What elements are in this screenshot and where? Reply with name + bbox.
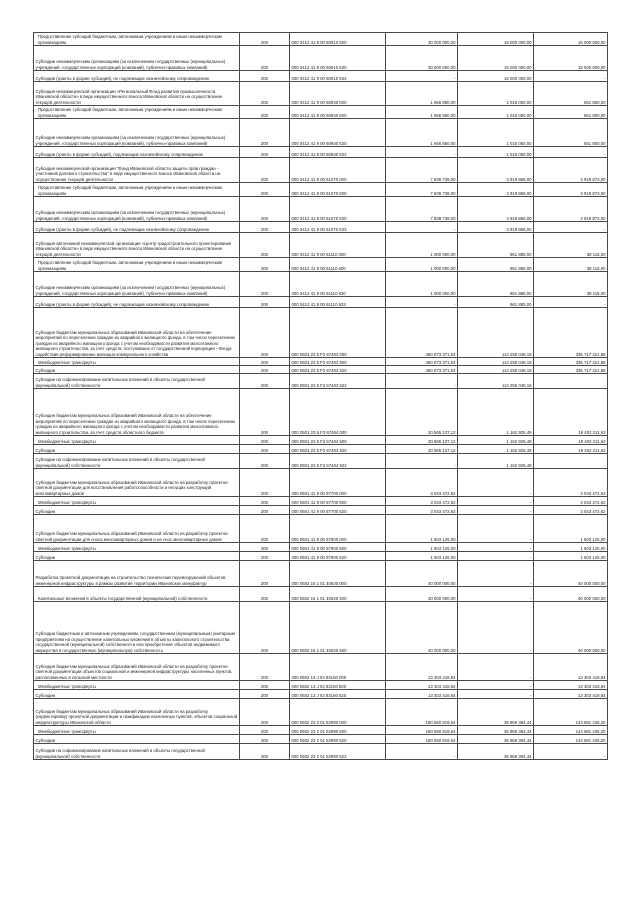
row-executed-cell: - [458, 543, 534, 552]
row-approved-cell: 7 839 739,00 [386, 183, 458, 197]
row-approved-cell: 40 000 000,00 [386, 602, 458, 654]
row-executed-cell: 3 919 866,00 [458, 197, 534, 222]
row-executed-cell: - [458, 587, 534, 602]
row-kbk-cell: 000 0412 41 9 00 60910 630 [290, 46, 386, 71]
row-approved-cell: 7 839 739,00 [386, 197, 458, 222]
row-kbk-cell: 000 0502 13 J 02 83160 500 [290, 681, 386, 690]
row-name-cell: Субсидия бюджетам муниципальных образований Ивановской области на обеспечение мероприятий по переселению граждан из аварийного жилищного фонда, в том числе переселению граждан из аварийного жилищного фонда с учетом необходимости развития малоэтажного жилищного строительства, за счет средств, поступивших от государственной корпорации - Фонда содействия реформированию жилищно-коммунального хозяйства [34, 308, 240, 358]
row-name-cell: Субсидия бюджетам муниципальных образований Ивановской области на разработку проектно-сметной документации для сноса многоквартирных домов и на снос многоквартирных домов [34, 515, 240, 543]
row-kbk-cell: 000 0412 41 9 00 61070 630 [290, 197, 386, 222]
table-row [34, 272, 608, 297]
table-row [34, 33, 608, 46]
row-approved-cell: 3 043 472,62 [386, 506, 458, 515]
row-kbk-cell: 000 0501 23 6 F3 67484 520 [290, 445, 386, 454]
table-row [34, 308, 608, 358]
row-code-cell: 200 [240, 445, 290, 454]
row-remaining-cell: 1 603 125,00 [534, 515, 608, 543]
row-code-cell: 200 [240, 197, 290, 222]
row-name-cell: Межбюджетные трансферты [34, 681, 240, 690]
row-remaining-cell: - [534, 744, 608, 760]
row-name-cell: Предоставление субсидий бюджетным, автономным учреждениям и иным некоммерческим организациям [34, 106, 240, 119]
row-kbk-cell: 000 0502 16 1 01 40620 000 [290, 561, 386, 587]
row-approved-cell: 1 603 125,00 [386, 515, 458, 543]
table-row [34, 445, 608, 454]
row-kbk-cell: 000 0502 23 2 01 82990 520 [290, 735, 386, 744]
row-kbk-cell: 000 0412 41 9 00 61110 633 [290, 297, 386, 308]
row-code-cell: 200 [240, 222, 290, 233]
table-row [34, 183, 608, 197]
row-executed-cell: 35 969 384,44 [458, 744, 534, 760]
row-executed-cell: 961 885,00 [458, 297, 534, 308]
row-code-cell: 200 [240, 158, 290, 183]
row-kbk-cell: 000 0412 41 9 00 61110 000 [290, 233, 386, 258]
row-executed-cell: - [458, 602, 534, 654]
row-name-cell: Субсидии (гранты в форме субсидий), не подлежащие казначейскому сопровождению [34, 71, 240, 82]
row-kbk-cell: 000 0501 41 9 00 87900 000 [290, 515, 386, 543]
row-code-cell: 200 [240, 366, 290, 374]
row-kbk-cell: 000 0502 13 J 02 83160 000 [290, 654, 386, 681]
row-name-cell: Субсидии некоммерческим организациям (за исключением государственных (муниципальных) учреждений, государственных корпораций (компаний), публично-правовых компаний) [34, 46, 240, 71]
row-approved-cell: 13 303 418,84 [386, 654, 458, 681]
row-code-cell: 200 [240, 46, 290, 71]
row-kbk-cell: 000 0412 41 9 00 60940 000 [290, 82, 386, 106]
row-name-cell: Капитальные вложения в объекты государственной (муниципальной) собственности [34, 587, 240, 602]
row-remaining-cell: 40 000 000,00 [534, 602, 608, 654]
row-name-cell: Предоставление субсидий бюджетным, автономным учреждениям и иным некоммерческим организациям [34, 183, 240, 197]
row-executed-cell: 961 885,00 [458, 258, 534, 272]
row-kbk-cell: 000 0501 23 6 F3 67484 522 [290, 454, 386, 469]
table-row [34, 46, 608, 71]
row-remaining-cell: 3 043 472,62 [534, 469, 608, 497]
row-executed-cell: - [458, 506, 534, 515]
table-row [34, 297, 608, 308]
row-kbk-cell: 000 0501 23 6 F3 67483 522 [290, 374, 386, 389]
row-executed-cell: - [458, 515, 534, 543]
row-code-cell: 200 [240, 587, 290, 602]
row-code-cell: 200 [240, 308, 290, 358]
row-kbk-cell: 000 0501 23 6 F3 67484 000 [290, 389, 386, 436]
row-approved-cell: 40 000 000,00 [386, 561, 458, 587]
row-approved-cell: - [386, 71, 458, 82]
table-row [34, 454, 608, 469]
table-row [34, 106, 608, 119]
table-row [34, 374, 608, 389]
row-kbk-cell: 000 0412 41 9 00 61110 630 [290, 272, 386, 297]
row-kbk-cell: 000 0502 16 1 01 40620 400 [290, 587, 386, 602]
row-name-cell: Субсидии [34, 552, 240, 561]
row-kbk-cell: 000 0501 41 9 00 87700 520 [290, 506, 386, 515]
row-kbk-cell: 000 0501 23 6 F3 67483 000 [290, 308, 386, 358]
table-row [34, 561, 608, 587]
row-code-cell: 200 [240, 726, 290, 735]
row-approved-cell: - [386, 222, 458, 233]
row-name-cell: Субсидия бюджетам муниципальных образований Ивановской области на обеспечение мероприятий по переселению граждан из аварийного жилищного фонда, в том числе переселению граждан из аварийного жилищного фонда с учетом необходимости развития малоэтажного жилищного строительства, за счет средств областного бюджета [34, 389, 240, 436]
row-remaining-cell: 13 303 418,84 [534, 690, 608, 699]
row-kbk-cell: 000 0501 41 9 00 87700 000 [290, 469, 386, 497]
table-row [34, 469, 608, 497]
row-executed-cell: 1 015 050,00 [458, 82, 534, 106]
row-approved-cell: 450 973 371,04 [386, 308, 458, 358]
row-code-cell: 200 [240, 744, 290, 760]
table-row [34, 258, 608, 272]
row-executed-cell: 114 256 049,16 [458, 308, 534, 358]
row-name-cell: Субсидии (гранты в форме субсидий), подлежащие казначейскому сопровождению [34, 147, 240, 158]
row-code-cell: 200 [240, 272, 290, 297]
row-executed-cell: 35 969 384,44 [458, 726, 534, 735]
row-code-cell: 200 [240, 561, 290, 587]
row-kbk-cell: 000 0412 41 9 00 60940 632 [290, 147, 386, 158]
row-executed-cell: 15 000 000,00 [458, 71, 534, 82]
table-row [34, 654, 608, 681]
row-approved-cell: 40 000 000,00 [386, 587, 458, 602]
row-approved-cell: 180 650 819,64 [386, 735, 458, 744]
table-row [34, 222, 608, 233]
row-executed-cell: 15 000 000,00 [458, 33, 534, 46]
row-code-cell: 200 [240, 106, 290, 119]
row-code-cell: 200 [240, 389, 290, 436]
row-code-cell: 200 [240, 258, 290, 272]
row-executed-cell: 114 256 049,16 [458, 358, 534, 366]
row-executed-cell: 961 885,00 [458, 272, 534, 297]
table-row [34, 726, 608, 735]
table-row [34, 699, 608, 726]
table-row [34, 82, 608, 106]
row-remaining-cell: - [534, 454, 608, 469]
row-name-cell: Субсидии на софинансирование капитальных вложений в объекты государственной (муниципальной) собственности [34, 374, 240, 389]
row-kbk-cell: 000 0502 23 2 01 82990 522 [290, 744, 386, 760]
row-approved-cell: 450 973 371,04 [386, 358, 458, 366]
row-name-cell: Субсидии на софинансирование капитальных вложений в объекты государственной (муниципальной) собственности [34, 454, 240, 469]
table-row [34, 119, 608, 147]
row-code-cell: 200 [240, 82, 290, 106]
row-executed-cell: 3 919 866,00 [458, 158, 534, 183]
row-remaining-cell: 38 115,00 [534, 258, 608, 272]
row-approved-cell: 180 650 819,64 [386, 726, 458, 735]
row-name-cell: Межбюджетные трансферты [34, 726, 240, 735]
row-approved-cell: 1 666 850,00 [386, 106, 458, 119]
row-kbk-cell: 000 0412 41 9 00 60940 600 [290, 106, 386, 119]
row-name-cell: Субсидия бюджетам муниципальных образований Ивановской области на разработку проектно-сметной документации объектов социальной и инженерной инфраструктуры населенных пунктов, расположенных в сельской местности [34, 654, 240, 681]
row-code-cell: 200 [240, 71, 290, 82]
row-remaining-cell: 3 919 873,00 [534, 158, 608, 183]
row-name-cell: Межбюджетные трансферты [34, 436, 240, 445]
table-row [34, 735, 608, 744]
row-name-cell: Межбюджетные трансферты [34, 358, 240, 366]
row-approved-cell: 1 000 000,00 [386, 272, 458, 297]
table-row [34, 543, 608, 552]
row-remaining-cell: - [534, 147, 608, 158]
row-code-cell: 200 [240, 690, 290, 699]
row-name-cell: Субсидии на софинансирование капитальных вложений в объекты государственной (муниципальной) собственности [34, 744, 240, 760]
row-executed-cell: 35 969 384,44 [458, 699, 534, 726]
row-name-cell: Субсидии [34, 445, 240, 454]
row-code-cell: 200 [240, 233, 290, 258]
row-name-cell: Субсидия бюджетам муниципальных образований Ивановской области на разработку проектно-сметной документации для восстановления работоспособности и несущих конструкций многоквартирных домов [34, 469, 240, 497]
row-remaining-cell: 19 402 211,63 [534, 445, 608, 454]
row-approved-cell: 13 303 418,84 [386, 681, 458, 690]
row-remaining-cell: 19 402 211,63 [534, 389, 608, 436]
row-code-cell: 200 [240, 33, 290, 46]
row-approved-cell: 1 666 850,00 [386, 119, 458, 147]
row-remaining-cell: 19 402 211,63 [534, 436, 608, 445]
row-remaining-cell: 38 115,00 [534, 272, 608, 297]
table-row [34, 515, 608, 543]
row-executed-cell: - [458, 497, 534, 506]
row-code-cell: 200 [240, 654, 290, 681]
row-code-cell: 200 [240, 454, 290, 469]
row-name-cell: Субсидии некоммерческим организациям (за исключением государственных (муниципальных) учреждений, государственных корпораций (компаний), публично-правовых компаний) [34, 272, 240, 297]
row-name-cell: Субсидия автономной некоммерческой организации «Центр градостроительного проектирования Ивановской области» в виде имущественного взноса Ивановской области на осуществление текущей деятельности [34, 233, 240, 258]
row-remaining-cell: 651 800,00 [534, 106, 608, 119]
row-name-cell: Предоставление субсидий бюджетным, автономным учреждениям и иным некоммерческим организациям [34, 33, 240, 46]
row-code-cell: 200 [240, 147, 290, 158]
row-kbk-cell: 000 0412 41 9 00 61070 600 [290, 183, 386, 197]
row-code-cell: 200 [240, 552, 290, 561]
row-approved-cell: - [386, 374, 458, 389]
row-executed-cell: - [458, 561, 534, 587]
row-name-cell: Субсидии [34, 690, 240, 699]
row-code-cell: 200 [240, 602, 290, 654]
row-name-cell: Субсидии бюджетным и автономным учреждениям, государственным (муниципальным) унитарным предприятиям на осуществление капитальных вложений в объекты капитального строительства государственной (муниципальной) собственности или приобретение объектов недвижимого имущества в государственную (муниципальную) собственность [34, 602, 240, 654]
row-approved-cell: 1 000 000,00 [386, 233, 458, 258]
table-row [34, 690, 608, 699]
row-code-cell: 200 [240, 469, 290, 497]
row-kbk-cell: 000 0412 41 9 00 60910 633 [290, 71, 386, 82]
table-row [34, 744, 608, 760]
row-remaining-cell: 15 000 000,00 [534, 33, 608, 46]
row-executed-cell: 961 885,00 [458, 233, 534, 258]
row-code-cell: 200 [240, 374, 290, 389]
row-approved-cell: 30 000 000,00 [386, 33, 458, 46]
row-remaining-cell: 3 043 472,62 [534, 497, 608, 506]
row-kbk-cell: 000 0502 23 2 01 82990 000 [290, 699, 386, 726]
row-code-cell: 200 [240, 681, 290, 690]
row-remaining-cell: 144 681 435,20 [534, 699, 608, 726]
row-executed-cell: 1 015 050,00 [458, 147, 534, 158]
row-remaining-cell: - [534, 71, 608, 82]
row-remaining-cell: 3 919 873,00 [534, 183, 608, 197]
row-remaining-cell: 3 043 472,62 [534, 506, 608, 515]
row-remaining-cell: 15 000 000,00 [534, 46, 608, 71]
row-executed-cell: 35 969 384,44 [458, 735, 534, 744]
table-row [34, 389, 608, 436]
table-row [34, 71, 608, 82]
row-remaining-cell: 40 000 000,00 [534, 561, 608, 587]
row-remaining-cell: 336 717 321,88 [534, 366, 608, 374]
row-executed-cell: 1 162 925,49 [458, 445, 534, 454]
row-code-cell: 200 [240, 497, 290, 506]
row-kbk-cell: 000 0501 41 9 00 87700 500 [290, 497, 386, 506]
row-remaining-cell: 336 717 321,88 [534, 358, 608, 366]
row-executed-cell: - [458, 552, 534, 561]
row-approved-cell: 1 000 000,00 [386, 258, 458, 272]
table-row [34, 602, 608, 654]
row-kbk-cell: 000 0412 41 9 00 61110 600 [290, 258, 386, 272]
table-body [34, 33, 608, 760]
table-row [34, 681, 608, 690]
row-approved-cell: 1 603 125,00 [386, 552, 458, 561]
row-remaining-cell: 651 800,00 [534, 119, 608, 147]
row-name-cell: Субсидии [34, 366, 240, 374]
row-approved-cell: 3 043 472,62 [386, 497, 458, 506]
row-code-cell: 200 [240, 297, 290, 308]
row-approved-cell: 13 303 418,84 [386, 690, 458, 699]
row-name-cell: Субсидии [34, 506, 240, 515]
row-executed-cell: 1 162 925,49 [458, 454, 534, 469]
row-remaining-cell: - [534, 297, 608, 308]
row-executed-cell: 1 162 925,49 [458, 436, 534, 445]
row-remaining-cell: - [534, 374, 608, 389]
row-kbk-cell: 000 0412 41 9 00 60940 630 [290, 119, 386, 147]
table-row [34, 436, 608, 445]
row-code-cell: 200 [240, 436, 290, 445]
row-code-cell: 200 [240, 119, 290, 147]
table-row [34, 358, 608, 366]
row-approved-cell: 30 000 000,00 [386, 46, 458, 71]
row-executed-cell: - [458, 469, 534, 497]
row-executed-cell: 15 000 000,00 [458, 46, 534, 71]
row-approved-cell: - [386, 297, 458, 308]
row-kbk-cell: 000 0502 16 1 01 40620 460 [290, 602, 386, 654]
row-remaining-cell: 3 919 873,00 [534, 197, 608, 222]
row-approved-cell: - [386, 454, 458, 469]
row-name-cell: Межбюджетные трансферты [34, 543, 240, 552]
row-name-cell: Субсидии некоммерческим организациям (за исключением государственных (муниципальных) учреждений, государственных корпораций (компаний), публично-правовых компаний) [34, 197, 240, 222]
row-kbk-cell: 000 0501 41 9 00 87900 500 [290, 543, 386, 552]
table-row [34, 366, 608, 374]
row-approved-cell: 3 043 472,62 [386, 469, 458, 497]
table-row [34, 197, 608, 222]
row-approved-cell: 7 839 739,00 [386, 158, 458, 183]
row-kbk-cell: 000 0412 41 9 00 60910 600 [290, 33, 386, 46]
row-approved-cell: 20 565 137,12 [386, 445, 458, 454]
table-row [34, 158, 608, 183]
row-name-cell: Субсидии [34, 735, 240, 744]
row-approved-cell: - [386, 744, 458, 760]
row-executed-cell: 3 919 866,00 [458, 183, 534, 197]
table-row [34, 147, 608, 158]
row-kbk-cell: 000 0412 41 9 00 61070 000 [290, 158, 386, 183]
row-kbk-cell: 000 0501 23 6 F3 67483 500 [290, 358, 386, 366]
row-name-cell: Субсидии некоммерческим организациям (за исключением государственных (муниципальных) учреждений, государственных корпораций (компаний), публично-правовых компаний) [34, 119, 240, 147]
row-executed-cell: - [458, 681, 534, 690]
row-code-cell: 200 [240, 358, 290, 366]
row-code-cell: 200 [240, 515, 290, 543]
row-code-cell: 200 [240, 506, 290, 515]
row-code-cell: 200 [240, 183, 290, 197]
row-approved-cell: 1 603 125,00 [386, 543, 458, 552]
row-code-cell: 200 [240, 735, 290, 744]
row-remaining-cell: 651 800,00 [534, 82, 608, 106]
row-approved-cell: - [386, 147, 458, 158]
row-name-cell: Субсидия некоммерческой организации «Региональный Фонд развития промышленности Ивановской области» в виде имущественного взноса Ивановской области на осуществление текущей деятельности [34, 82, 240, 106]
row-name-cell: Субсидии (гранты в форме субсидий), не подлежащие казначейскому сопровождению [34, 222, 240, 233]
row-remaining-cell: 336 717 321,88 [534, 308, 608, 358]
table-row [34, 552, 608, 561]
row-executed-cell: 1 015 050,00 [458, 119, 534, 147]
row-name-cell: Разработка проектной документации на строительство технических перевооружений объектов инженерной инфраструктуры в рамках развития территории Ивановских мануфактур [34, 561, 240, 587]
row-code-cell: 200 [240, 543, 290, 552]
row-name-cell: Субсидия некоммерческой организации "Фонд Ивановской области защиты прав граждан - участников долевого строительства" в виде имущественного взноса Ивановской области на осуществление текущей деятельности [34, 158, 240, 183]
row-name-cell: Межбюджетные трансферты [34, 497, 240, 506]
row-remaining-cell: 40 000 000,00 [534, 587, 608, 602]
row-approved-cell: 450 973 371,04 [386, 366, 458, 374]
row-name-cell: Субсидии (гранты в форме субсидий), не подлежащие казначейскому сопровождению [34, 297, 240, 308]
row-approved-cell: 20 565 137,12 [386, 389, 458, 436]
row-executed-cell: - [458, 690, 534, 699]
row-name-cell: Предоставление субсидий бюджетным, автономным учреждениям и иным некоммерческим организациям [34, 258, 240, 272]
row-approved-cell: 1 666 850,00 [386, 82, 458, 106]
row-kbk-cell: 000 0502 23 2 01 82990 500 [290, 726, 386, 735]
row-remaining-cell: - [534, 222, 608, 233]
budget-execution-table [33, 32, 608, 760]
row-kbk-cell: 000 0501 23 6 F3 67483 520 [290, 366, 386, 374]
row-kbk-cell: 000 0501 41 9 00 87900 520 [290, 552, 386, 561]
row-approved-cell: 180 650 819,64 [386, 699, 458, 726]
row-executed-cell: 114 256 049,16 [458, 366, 534, 374]
row-kbk-cell: 000 0502 13 J 02 83160 520 [290, 690, 386, 699]
table-row [34, 587, 608, 602]
row-remaining-cell: 13 303 418,84 [534, 654, 608, 681]
row-remaining-cell: 144 681 435,20 [534, 735, 608, 744]
row-executed-cell: 1 015 050,00 [458, 106, 534, 119]
row-remaining-cell: 13 303 418,84 [534, 681, 608, 690]
row-remaining-cell: 1 603 125,00 [534, 552, 608, 561]
table-row [34, 233, 608, 258]
row-executed-cell: 1 162 925,49 [458, 389, 534, 436]
table-row [34, 506, 608, 515]
row-executed-cell: 3 919 866,00 [458, 222, 534, 233]
row-kbk-cell: 000 0412 41 9 00 61070 633 [290, 222, 386, 233]
row-remaining-cell: 1 603 125,00 [534, 543, 608, 552]
row-remaining-cell: 144 681 435,20 [534, 726, 608, 735]
row-approved-cell: 20 565 137,12 [386, 436, 458, 445]
table-row [34, 497, 608, 506]
row-code-cell: 200 [240, 699, 290, 726]
row-executed-cell: 114 256 049,16 [458, 374, 534, 389]
row-remaining-cell: 38 115,00 [534, 233, 608, 258]
row-executed-cell: - [458, 654, 534, 681]
row-name-cell: Субсидия бюджетам муниципальных образований Ивановской области на разработку (корректировку) проектной документации и газификацию населенных пунктов, объектов социальной инфраструктуры Ивановской области [34, 699, 240, 726]
row-kbk-cell: 000 0501 23 6 F3 67484 500 [290, 436, 386, 445]
